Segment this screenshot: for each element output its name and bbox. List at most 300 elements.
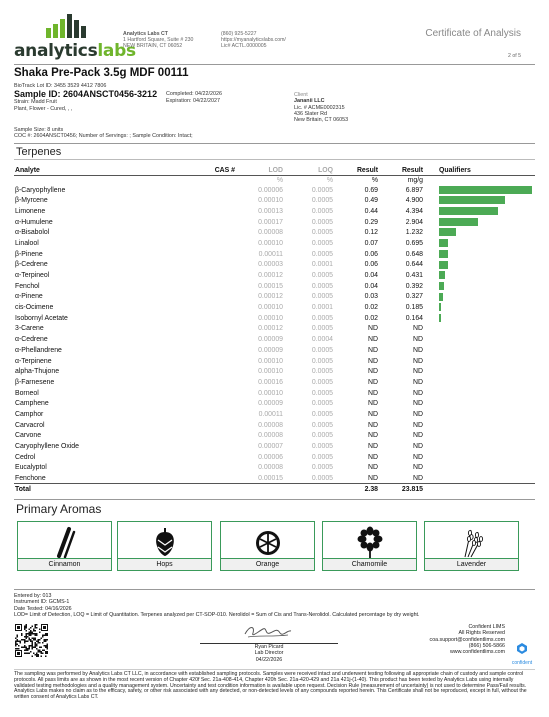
- confident-title: Confident LIMS: [468, 624, 505, 630]
- analyte-result-pct: ND: [368, 346, 378, 354]
- analyte-loq: 0.0005: [311, 453, 333, 461]
- analyte-qualifier: [424, 463, 535, 474]
- analyte-result-mg: ND: [413, 474, 423, 482]
- analyte-lod: 0.00008: [258, 464, 283, 472]
- logo-text-analytics: analytics: [14, 41, 98, 61]
- col-loq: LOQ: [284, 165, 334, 176]
- analyte-result-mg: 0.644: [405, 261, 423, 269]
- table-row: [14, 249, 535, 260]
- result-bar: [439, 196, 505, 204]
- confident-logo: [508, 642, 536, 666]
- analyte-name: β-Farnesene: [15, 378, 55, 386]
- total-lod: [236, 484, 284, 495]
- client-street: 436 Slater Rd: [294, 110, 327, 117]
- analyte-name: Carvacrol: [15, 421, 45, 429]
- analyte-lod: 0.00010: [258, 368, 283, 376]
- analyte-cas: [192, 398, 236, 409]
- result-bar: [439, 282, 444, 290]
- analyte-loq: 0.0005: [311, 389, 333, 397]
- aroma-card-cinnamon: [17, 521, 112, 571]
- table-row: [14, 452, 535, 463]
- analyte-qualifier: [424, 334, 535, 345]
- analyte-cas: [192, 270, 236, 281]
- analyte-cas: [192, 238, 236, 249]
- sample-id: Sample ID: 2604ANSCT0456-3212: [14, 89, 158, 99]
- client-name: Jananii LLC: [294, 98, 325, 105]
- entered-by: Entered by: 013: [14, 593, 52, 599]
- analyte-result-pct: 0.04: [364, 282, 378, 290]
- analyte-result-pct: ND: [368, 325, 378, 333]
- client-label: Client: [294, 92, 308, 98]
- analyte-result-mg: 0.392: [405, 282, 423, 290]
- analyte-lod: 0.00007: [258, 443, 283, 451]
- col-result-mg: Result: [379, 165, 424, 176]
- analyte-loq: 0.0005: [311, 239, 333, 247]
- client-license: Lic. # ACME0002315: [294, 104, 345, 111]
- signer-title: Lab Director: [254, 650, 284, 657]
- col-cas: CAS #: [192, 165, 236, 176]
- table-row: [14, 281, 535, 292]
- analyte-cas: [192, 473, 236, 484]
- table-row: [14, 431, 535, 442]
- lavender-icon: [457, 526, 487, 558]
- table-row: [14, 195, 535, 206]
- analyte-result-pct: ND: [368, 432, 378, 440]
- signature-icon: [242, 622, 294, 642]
- result-bar: [439, 186, 532, 194]
- analyte-qualifier: [424, 302, 535, 313]
- page-number: 2 of 5: [508, 53, 521, 59]
- total-label: Total: [14, 484, 192, 495]
- table-row: [14, 260, 535, 271]
- analyte-name: α-Terpineol: [15, 272, 50, 280]
- analyte-name: Camphor: [15, 410, 44, 418]
- analyte-name: α-Cedrene: [15, 336, 48, 344]
- analyte-name: Isobornyl Acetate: [15, 314, 68, 322]
- header-divider: [14, 64, 535, 65]
- analyte-result-pct: 0.04: [364, 272, 378, 280]
- result-bar: [439, 293, 443, 301]
- table-row: [14, 398, 535, 409]
- analyte-name: β-Caryophyllene: [15, 186, 66, 194]
- analyte-lod: 0.00009: [258, 400, 283, 408]
- analyte-qualifier: [424, 185, 535, 196]
- analyte-result-mg: ND: [413, 464, 423, 472]
- analyte-lod: 0.00010: [258, 314, 283, 322]
- analyte-result-mg: ND: [413, 368, 423, 376]
- confident-logo-icon: [515, 642, 529, 655]
- analyte-loq: 0.0005: [311, 197, 333, 205]
- table-row: [14, 388, 535, 399]
- analyte-result-pct: 0.44: [364, 207, 378, 215]
- analyte-qualifier: [424, 377, 535, 388]
- unit-result-mg: mg/g: [407, 176, 423, 184]
- analyte-qualifier: [424, 409, 535, 420]
- analyte-lod: 0.00012: [258, 272, 283, 280]
- result-bar: [439, 239, 448, 247]
- analyte-lod: 0.00013: [258, 207, 283, 215]
- analyte-lod: 0.00010: [258, 389, 283, 397]
- col-result-pct: Result: [334, 165, 379, 176]
- lab-address-block: [123, 31, 193, 50]
- analyte-cas: [192, 441, 236, 452]
- analyte-loq: 0.0005: [311, 368, 333, 376]
- lab-address-line2: NEW BRITAIN, CT 06052: [123, 43, 183, 50]
- analyte-name: Cedrol: [15, 453, 36, 461]
- aromas-top-divider: [14, 499, 535, 500]
- total-mg: 23.815: [379, 484, 424, 495]
- analyte-name: β-Myrcene: [15, 197, 48, 205]
- col-lod: LOD: [236, 165, 284, 176]
- analyte-cas: [192, 334, 236, 345]
- strain: Strain: Madd Fruit: [14, 99, 57, 105]
- analyte-cas: [192, 195, 236, 206]
- analyte-result-mg: ND: [413, 432, 423, 440]
- analyte-name: α-Terpinene: [15, 357, 52, 365]
- analyte-result-pct: ND: [368, 389, 378, 397]
- table-row: [14, 185, 535, 196]
- analyte-loq: 0.0005: [311, 432, 333, 440]
- table-row: [14, 473, 535, 484]
- terpenes-title-divider: [14, 159, 535, 160]
- analyte-name: 3-Carene: [15, 325, 44, 333]
- analyte-qualifier: [424, 249, 535, 260]
- analyte-qualifier: [424, 313, 535, 324]
- analyte-result-pct: ND: [368, 453, 378, 461]
- coc-info: COC #: 2604ANSCT0456; Number of Servings: ; Sample Condition: Intact;: [14, 133, 193, 139]
- terpenes-section-title: Terpenes: [16, 146, 62, 158]
- analyte-qualifier: [424, 420, 535, 431]
- table-row: [14, 324, 535, 335]
- lab-phone: (860) 925-5227: [221, 31, 257, 37]
- analyte-cas: [192, 463, 236, 474]
- analyte-qualifier: [424, 366, 535, 377]
- analyte-cas: [192, 227, 236, 238]
- analyte-loq: 0.0005: [311, 282, 333, 290]
- logo-mark-icon: [36, 14, 96, 40]
- analyte-lod: 0.00009: [258, 336, 283, 344]
- sample-size: Sample Size: 8 units: [14, 127, 64, 133]
- table-row: [14, 441, 535, 452]
- analyte-name: Eucalyptol: [15, 464, 47, 472]
- analyte-cas: [192, 431, 236, 442]
- analyte-result-mg: ND: [413, 389, 423, 397]
- result-bar: [439, 218, 478, 226]
- qr-code[interactable]: [15, 624, 48, 657]
- analyte-result-mg: 0.695: [405, 239, 423, 247]
- analyte-result-pct: 0.06: [364, 261, 378, 269]
- analyte-result-mg: 0.431: [405, 272, 423, 280]
- table-row: [14, 345, 535, 356]
- confident-logo-text: confident: [511, 660, 533, 666]
- analyte-name: Linalool: [15, 239, 39, 247]
- aroma-label-orange: Orange: [221, 558, 314, 570]
- analyte-result-mg: ND: [413, 325, 423, 333]
- disclaimer: The sampling was performed by Analytics Labs CT LLC, in accordance with established sampling protocols. Samples were received intact and underwent testing following all appropriate chain of custody and sample control protocols. All pass limits are as shown in the most recent version of Chapter 420f Sec. 21a-408-414, Chapter 420h Sec. 21a-420-429 and 21a 421j-(1-40). This product has been tested by Analytics Labs using internally validated testing methodologies and a quality management system. Uncertainty and test condition information is available upon request. Decision Rule (measurement of uncertainty) is not used to determine Pass/Fail results. Analytics Labs makes no claim as to the efficacy, safety, or other risk associated with any detected, or non-detected levels of any compounds reported herein. This Certificate shall not be reproduced, except in full, without the written consent of Analytics Labs CT.: [14, 671, 527, 701]
- aromas-section-title: Primary Aromas: [16, 502, 102, 516]
- analyte-loq: 0.0005: [311, 314, 333, 322]
- analyte-result-mg: 0.185: [405, 304, 423, 312]
- analyte-cas: [192, 324, 236, 335]
- analyte-result-mg: ND: [413, 453, 423, 461]
- result-bar: [439, 271, 445, 279]
- analyte-result-pct: 0.02: [364, 304, 378, 312]
- analyte-qualifier: [424, 324, 535, 335]
- analyte-cas: [192, 260, 236, 271]
- analyte-result-pct: ND: [368, 474, 378, 482]
- lab-license: Lic# ACTL.0000005: [221, 43, 267, 50]
- analyte-result-pct: 0.06: [364, 250, 378, 258]
- analyte-result-pct: ND: [368, 421, 378, 429]
- analyte-name: α-Phellandrene: [15, 346, 62, 354]
- analyte-result-mg: 4.394: [405, 207, 423, 215]
- analyte-result-pct: 0.69: [364, 186, 378, 194]
- analyte-cas: [192, 249, 236, 260]
- aroma-card-orange: [220, 521, 315, 571]
- analyte-cas: [192, 356, 236, 367]
- analyte-name: α-Bisabolol: [15, 229, 50, 237]
- analyte-qualifier: [424, 227, 535, 238]
- aroma-card-lavender: [424, 521, 519, 571]
- lod-note: LOD= Limit of Detection, LOQ = Limit of Quantitation. Terpenes analyzed per CT-SOP-010. Nerolidol = Sum of Cis and Trans-Nerolidol. Calculated percentage by dry weight.: [14, 611, 420, 618]
- aroma-label-hops: Hops: [118, 558, 211, 570]
- analyte-cas: [192, 217, 236, 228]
- unit-qualifiers: [424, 176, 535, 185]
- unit-loq: %: [326, 176, 333, 184]
- result-bar: [439, 250, 448, 258]
- analyte-result-mg: 4.900: [405, 197, 423, 205]
- analyte-loq: 0.0005: [311, 207, 333, 215]
- footer-divider: [14, 669, 535, 670]
- lab-logo: [14, 14, 136, 64]
- analyte-lod: 0.00006: [258, 186, 283, 194]
- analyte-lod: 0.00009: [258, 346, 283, 354]
- analyte-lod: 0.00003: [258, 261, 283, 269]
- confident-web[interactable]: www.confidentlims.com: [449, 649, 505, 656]
- analyte-lod: 0.00011: [258, 410, 283, 418]
- analyte-cas: [192, 377, 236, 388]
- analyte-result-mg: ND: [413, 410, 423, 418]
- table-row: [14, 366, 535, 377]
- analyte-name: β-Pinene: [15, 250, 43, 258]
- analyte-loq: 0.0005: [311, 186, 333, 194]
- analyte-result-mg: ND: [413, 346, 423, 354]
- table-row: [14, 334, 535, 345]
- col-qualifiers: Qualifiers: [424, 165, 535, 176]
- analyte-qualifier: [424, 238, 535, 249]
- aroma-card-chamomile: [322, 521, 417, 571]
- analyte-lod: 0.00010: [258, 357, 283, 365]
- table-row: [14, 217, 535, 228]
- analyte-loq: 0.0005: [311, 410, 333, 418]
- aroma-label-cinnamon: Cinnamon: [18, 558, 111, 570]
- confident-rights: All Rights Reserved: [458, 630, 505, 637]
- analyte-name: Carvone: [15, 432, 42, 440]
- analyte-loq: 0.0005: [311, 272, 333, 280]
- analyte-loq: 0.0005: [311, 250, 333, 258]
- result-bar: [439, 314, 441, 322]
- chamomile-icon: [355, 526, 385, 558]
- signer-block: [200, 644, 338, 663]
- confident-email[interactable]: coa.support@confidentlims.com: [429, 636, 505, 643]
- analyte-lod: 0.00017: [258, 218, 283, 226]
- aroma-label-chamomile: Chamomile: [323, 558, 416, 570]
- analyte-cas: [192, 302, 236, 313]
- analyte-loq: 0.0005: [311, 229, 333, 237]
- analyte-name: alpha-Thujone: [15, 368, 60, 376]
- table-row: [14, 409, 535, 420]
- confident-phone: (866) 506-5866: [468, 642, 505, 649]
- analyte-cas: [192, 281, 236, 292]
- unit-cas: [192, 176, 236, 185]
- analyte-loq: 0.0001: [311, 261, 333, 269]
- product-type: Plant, Flower - Cured, , ,: [14, 106, 73, 112]
- unit-analyte: [14, 176, 192, 185]
- instrument-id: Instrument ID: GCMS-1: [14, 599, 70, 606]
- table-row: [14, 313, 535, 324]
- table-row: [14, 377, 535, 388]
- lab-website[interactable]: https://myanalyticslabs.com/: [221, 37, 286, 44]
- analyte-result-mg: 6.897: [405, 186, 423, 194]
- analyte-cas: [192, 452, 236, 463]
- logo-text-labs: labs: [97, 41, 136, 61]
- analyte-cas: [192, 206, 236, 217]
- analyte-qualifier: [424, 292, 535, 303]
- analyte-result-mg: 1.232: [405, 229, 423, 237]
- client-block: [294, 92, 348, 123]
- info-divider: [14, 143, 535, 144]
- result-bar: [439, 207, 498, 215]
- test-meta: [14, 593, 419, 618]
- analyte-loq: 0.0005: [311, 325, 333, 333]
- analyte-cas: [192, 345, 236, 356]
- total-loq: [284, 484, 334, 495]
- analyte-lod: 0.00008: [258, 432, 283, 440]
- analyte-result-mg: ND: [413, 443, 423, 451]
- qr-code-icon: [15, 624, 48, 657]
- analyte-name: Limonene: [15, 207, 46, 215]
- analyte-cas: [192, 313, 236, 324]
- terpenes-table: [14, 165, 535, 495]
- result-bar: [439, 303, 441, 311]
- analyte-lod: 0.00010: [258, 239, 283, 247]
- col-analyte: Analyte: [14, 165, 192, 176]
- analyte-name: Camphene: [15, 400, 49, 408]
- analyte-name: α-Humulene: [15, 218, 53, 226]
- table-row: [14, 356, 535, 367]
- date-tested: Date Tested: 04/16/2026: [14, 605, 72, 612]
- result-bar: [439, 228, 456, 236]
- analyte-cas: [192, 388, 236, 399]
- analyte-qualifier: [424, 281, 535, 292]
- units-row: [14, 176, 535, 185]
- signer-name: Ryan Picard: [254, 644, 284, 650]
- analyte-result-mg: ND: [413, 421, 423, 429]
- analyte-result-mg: ND: [413, 400, 423, 408]
- total-row: [14, 484, 535, 495]
- analyte-result-pct: 0.29: [364, 218, 378, 226]
- table-row: [14, 206, 535, 217]
- analyte-loq: 0.0005: [311, 443, 333, 451]
- analyte-result-pct: ND: [368, 400, 378, 408]
- analyte-cas: [192, 292, 236, 303]
- analyte-loq: 0.0005: [311, 378, 333, 386]
- unit-result-pct: %: [371, 176, 378, 184]
- analyte-loq: 0.0001: [311, 304, 333, 312]
- analyte-qualifier: [424, 345, 535, 356]
- total-qualifier: [424, 484, 535, 495]
- analyte-loq: 0.0005: [311, 218, 333, 226]
- analyte-lod: 0.00012: [258, 325, 283, 333]
- table-row: [14, 420, 535, 431]
- unit-lod: %: [276, 176, 283, 184]
- analyte-name: α-Pinene: [15, 293, 43, 301]
- analyte-lod: 0.00011: [258, 250, 283, 258]
- lab-address-line1: 1 Hartford Square, Suite # 230: [123, 37, 194, 44]
- analyte-loq: 0.0005: [311, 474, 333, 482]
- aroma-label-lavender: Lavender: [425, 558, 518, 570]
- analyte-qualifier: [424, 388, 535, 399]
- lab-name: Analytics Labs CT: [123, 31, 168, 37]
- analyte-result-pct: ND: [368, 368, 378, 376]
- analyte-lod: 0.00008: [258, 229, 283, 237]
- analyte-name: Borneol: [15, 389, 39, 397]
- analyte-result-mg: 2.904: [405, 218, 423, 226]
- signer-date: 04/22/2026: [255, 656, 283, 663]
- analyte-qualifier: [424, 217, 535, 228]
- analyte-cas: [192, 185, 236, 196]
- aroma-card-hops: [117, 521, 212, 571]
- table-row: [14, 302, 535, 313]
- analyte-qualifier: [424, 398, 535, 409]
- result-bar: [439, 261, 448, 269]
- analyte-result-pct: 0.07: [364, 239, 378, 247]
- analyte-qualifier: [424, 260, 535, 271]
- analyte-cas: [192, 366, 236, 377]
- analyte-lod: 0.00010: [258, 197, 283, 205]
- analyte-result-mg: ND: [413, 378, 423, 386]
- analyte-qualifier: [424, 270, 535, 281]
- analyte-qualifier: [424, 441, 535, 452]
- analyte-result-pct: ND: [368, 357, 378, 365]
- analyte-loq: 0.0005: [311, 421, 333, 429]
- table-row: [14, 292, 535, 303]
- analyte-result-pct: ND: [368, 378, 378, 386]
- table-row: [14, 238, 535, 249]
- analyte-result-pct: 0.12: [364, 229, 378, 237]
- analyte-result-pct: 0.03: [364, 293, 378, 301]
- analyte-result-pct: 0.02: [364, 314, 378, 322]
- analyte-name: Fenchone: [15, 474, 46, 482]
- analyte-loq: 0.0004: [311, 336, 333, 344]
- analyte-lod: 0.00012: [258, 293, 283, 301]
- analyte-result-mg: ND: [413, 357, 423, 365]
- analyte-lod: 0.00015: [258, 282, 283, 290]
- analyte-lod: 0.00010: [258, 304, 283, 312]
- analyte-lod: 0.00016: [258, 378, 283, 386]
- table-row: [14, 227, 535, 238]
- aromas-bottom-divider: [14, 589, 535, 590]
- analyte-result-pct: ND: [368, 464, 378, 472]
- expiration-date: Expiration: 04/22/2027: [166, 98, 220, 104]
- analyte-result-mg: 0.648: [405, 250, 423, 258]
- analyte-result-pct: ND: [368, 443, 378, 451]
- completed-date: Completed: 04/22/2026: [166, 91, 223, 97]
- analyte-qualifier: [424, 431, 535, 442]
- product-name: Shaka Pre-Pack 3.5g MDF 00111: [14, 67, 189, 79]
- analyte-qualifier: [424, 356, 535, 367]
- analyte-result-pct: ND: [368, 336, 378, 344]
